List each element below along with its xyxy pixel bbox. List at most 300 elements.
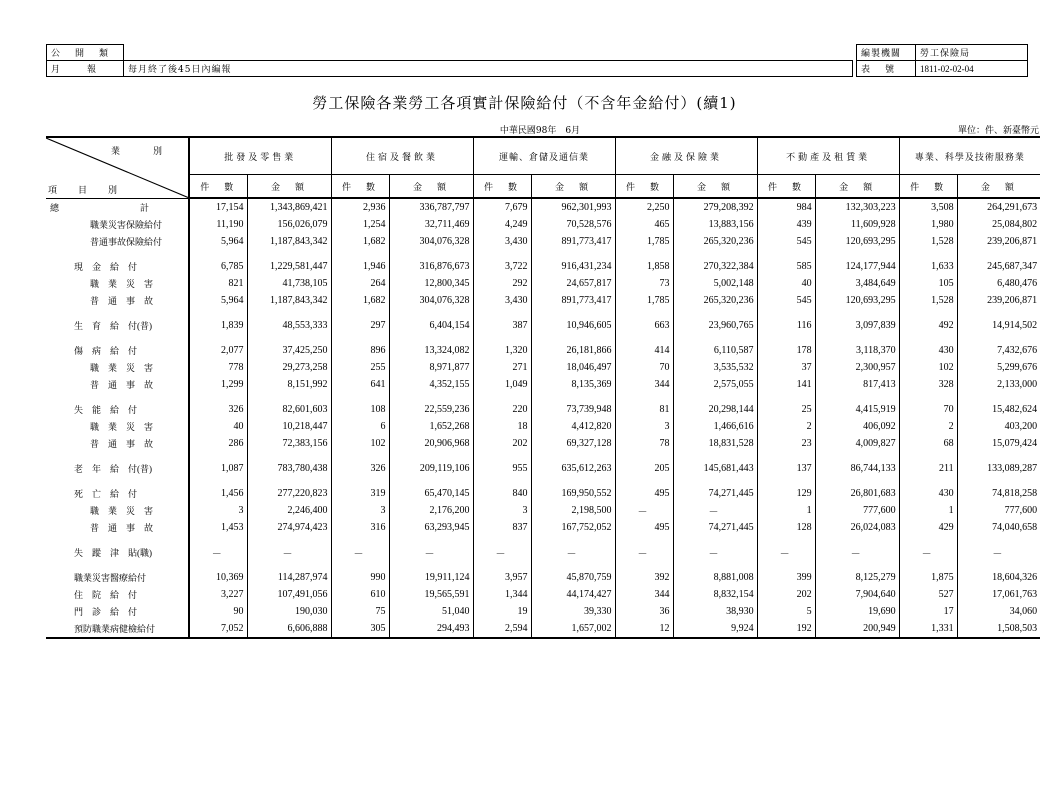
spacer-cell [757, 452, 815, 460]
industry-header: 運輸、倉儲及通信業 [473, 137, 615, 175]
row-label: 職業災害保險給付 [46, 216, 189, 233]
spacer-cell [615, 250, 673, 258]
amount-cell: 15,482,624 [957, 401, 1040, 418]
amount-cell: 8,151,992 [247, 376, 331, 393]
amount-cell: 209,119,106 [389, 460, 473, 477]
count-cell: 7,679 [473, 198, 531, 216]
amount-cell: 23,960,765 [673, 317, 757, 334]
count-cell: 1,980 [899, 216, 957, 233]
table-row [46, 401, 1040, 418]
amount-cell: 70,528,576 [531, 216, 615, 233]
spacer-cell [957, 452, 1040, 460]
amount-cell: 19,911,124 [389, 569, 473, 586]
count-cell: 271 [473, 359, 531, 376]
count-cell: 255 [331, 359, 389, 376]
amount-cell: 190,030 [247, 603, 331, 620]
count-cell: 3 [331, 502, 389, 519]
table-row [46, 258, 1040, 275]
spacer-cell [189, 477, 247, 485]
count-cell: － [757, 544, 815, 561]
spacer-cell [757, 536, 815, 544]
amount-cell: 891,773,417 [531, 233, 615, 250]
amount-cell: 336,787,797 [389, 198, 473, 216]
count-cell: 326 [331, 460, 389, 477]
spacer-cell [957, 393, 1040, 401]
amount-cell: 783,780,438 [247, 460, 331, 477]
amount-cell: 7,432,676 [957, 342, 1040, 359]
count-cell: 430 [899, 342, 957, 359]
spacer-cell [189, 334, 247, 342]
spacer-cell [189, 309, 247, 317]
amount-cell: 156,026,079 [247, 216, 331, 233]
count-cell: 319 [331, 485, 389, 502]
spacer-cell [615, 309, 673, 317]
count-cell: 292 [473, 275, 531, 292]
header-left-box [46, 44, 853, 77]
amount-cell: 777,600 [957, 502, 1040, 519]
spacer-cell [899, 452, 957, 460]
amount-cell: 239,206,871 [957, 292, 1040, 309]
count-cell: 205 [615, 460, 673, 477]
amount-cell: 279,208,392 [673, 198, 757, 216]
count-header: 件 數 [189, 175, 247, 199]
count-cell: 70 [899, 401, 957, 418]
unit-note: 單位：件、新臺幣元 [957, 126, 1039, 136]
row-label: 職 業 災 害 [46, 359, 189, 376]
row-label: 現 金 給 付 [46, 258, 189, 275]
spacer-cell [615, 477, 673, 485]
amount-cell: 200,949 [815, 620, 899, 638]
count-header: 件 數 [757, 175, 815, 199]
count-cell: 495 [615, 485, 673, 502]
table-row [46, 519, 1040, 536]
spacer-cell [757, 250, 815, 258]
row-label: 職 業 災 害 [46, 502, 189, 519]
amount-cell: 274,974,423 [247, 519, 331, 536]
form-number-label: 表 號 [857, 61, 916, 77]
amount-cell: 403,200 [957, 418, 1040, 435]
amount-cell: 26,181,866 [531, 342, 615, 359]
table-row [46, 233, 1040, 250]
amount-header: 金 額 [815, 175, 899, 199]
count-cell: 1,331 [899, 620, 957, 638]
amount-cell: 13,324,082 [389, 342, 473, 359]
count-cell: 211 [899, 460, 957, 477]
spacer-cell [531, 334, 615, 342]
spacer-cell [331, 334, 389, 342]
count-cell: － [473, 544, 531, 561]
count-cell: 984 [757, 198, 815, 216]
row-label: 生 育 給 付(普) [46, 317, 189, 334]
spacer-cell [757, 561, 815, 569]
spacer-cell [757, 393, 815, 401]
amount-cell: 245,687,347 [957, 258, 1040, 275]
count-cell: 399 [757, 569, 815, 586]
row-label: 職 業 災 害 [46, 275, 189, 292]
count-cell: 1,785 [615, 233, 673, 250]
amount-cell: 817,413 [815, 376, 899, 393]
spacer-cell [46, 393, 189, 401]
spacer-cell [389, 561, 473, 569]
agency-label: 編製機關 [857, 45, 916, 61]
amount-cell: 1,508,503 [957, 620, 1040, 638]
count-cell: 192 [757, 620, 815, 638]
amount-header: 金 額 [531, 175, 615, 199]
amount-cell: 45,870,759 [531, 569, 615, 586]
amount-cell: 13,883,156 [673, 216, 757, 233]
row-label: 普 通 事 故 [46, 519, 189, 536]
amount-cell: 41,738,105 [247, 275, 331, 292]
count-cell: － [615, 544, 673, 561]
amount-cell: 270,322,384 [673, 258, 757, 275]
amount-cell: 19,690 [815, 603, 899, 620]
spacer-cell [899, 477, 957, 485]
table-row [46, 292, 1040, 309]
spacer-row [46, 309, 1040, 317]
spacer-cell [389, 334, 473, 342]
spacer-cell [899, 561, 957, 569]
spacer-cell [389, 452, 473, 460]
frequency-label: 月 報 [47, 61, 124, 77]
row-label: 失 能 給 付 [46, 401, 189, 418]
amount-cell: 11,609,928 [815, 216, 899, 233]
spacer-cell [473, 561, 531, 569]
count-cell: 5 [757, 603, 815, 620]
amount-cell: 6,606,888 [247, 620, 331, 638]
spacer-cell [247, 334, 331, 342]
spacer-cell [957, 477, 1040, 485]
amount-cell: 18,831,528 [673, 435, 757, 452]
amount-cell: 2,176,200 [389, 502, 473, 519]
amount-cell: 74,271,445 [673, 519, 757, 536]
spacer-cell [46, 334, 189, 342]
amount-cell: 4,009,827 [815, 435, 899, 452]
count-cell: 2,077 [189, 342, 247, 359]
corner-industry-label: 業 別 [110, 146, 174, 156]
amount-cell: 38,930 [673, 603, 757, 620]
spacer-cell [615, 393, 673, 401]
amount-cell: 316,876,673 [389, 258, 473, 275]
table-row [46, 569, 1040, 586]
amount-cell: 86,744,133 [815, 460, 899, 477]
count-cell: 1,456 [189, 485, 247, 502]
count-cell: 545 [757, 292, 815, 309]
count-cell: 641 [331, 376, 389, 393]
count-cell: 81 [615, 401, 673, 418]
count-cell: 3,430 [473, 292, 531, 309]
amount-cell: － [673, 544, 757, 561]
amount-cell: 891,773,417 [531, 292, 615, 309]
header-right-box [856, 44, 1028, 77]
count-cell: 1,087 [189, 460, 247, 477]
count-cell: 25 [757, 401, 815, 418]
amount-cell: 304,076,328 [389, 233, 473, 250]
spacer-cell [899, 334, 957, 342]
spacer-cell [531, 477, 615, 485]
count-cell: 202 [473, 435, 531, 452]
amount-cell: 5,299,676 [957, 359, 1040, 376]
count-cell: 545 [757, 233, 815, 250]
spacer-cell [331, 393, 389, 401]
spacer-row [46, 452, 1040, 460]
spacer-cell [331, 250, 389, 258]
amount-cell: 1,187,843,342 [247, 233, 331, 250]
count-cell: 68 [899, 435, 957, 452]
spacer-cell [473, 309, 531, 317]
row-label: 門 診 給 付 [46, 603, 189, 620]
spacer-cell [815, 452, 899, 460]
spacer-cell [247, 250, 331, 258]
spacer-cell [189, 250, 247, 258]
amount-cell: 82,601,603 [247, 401, 331, 418]
spacer-cell [331, 452, 389, 460]
count-cell: 1,785 [615, 292, 673, 309]
spacer-cell [46, 561, 189, 569]
spacer-cell [673, 536, 757, 544]
amount-cell: 8,125,279 [815, 569, 899, 586]
count-header: 件 數 [331, 175, 389, 199]
amount-cell: 6,110,587 [673, 342, 757, 359]
spacer-cell [531, 536, 615, 544]
amount-cell: 239,206,871 [957, 233, 1040, 250]
industry-header: 住宿及餐飲業 [331, 137, 473, 175]
amount-cell: 65,470,145 [389, 485, 473, 502]
amount-cell: 37,425,250 [247, 342, 331, 359]
industry-header: 批發及零售業 [189, 137, 331, 175]
count-cell: 414 [615, 342, 673, 359]
amount-header: 金 額 [957, 175, 1040, 199]
count-cell: 2,250 [615, 198, 673, 216]
spacer-cell [473, 452, 531, 460]
count-cell: 3 [189, 502, 247, 519]
spacer-cell [531, 309, 615, 317]
amount-cell: 2,133,000 [957, 376, 1040, 393]
amount-cell: 69,327,128 [531, 435, 615, 452]
spacer-row [46, 334, 1040, 342]
amount-cell: 72,383,156 [247, 435, 331, 452]
count-cell: 1,528 [899, 233, 957, 250]
amount-cell: 114,287,974 [247, 569, 331, 586]
spacer-cell [815, 393, 899, 401]
amount-cell: 4,415,919 [815, 401, 899, 418]
count-cell: 70 [615, 359, 673, 376]
spacer-cell [757, 477, 815, 485]
spacer-cell [815, 334, 899, 342]
count-cell: 527 [899, 586, 957, 603]
amount-cell: － [957, 544, 1040, 561]
row-label: 總 計 [46, 198, 189, 216]
table-row [46, 376, 1040, 393]
amount-cell: 2,300,957 [815, 359, 899, 376]
amount-cell: 169,950,552 [531, 485, 615, 502]
amount-cell: 74,271,445 [673, 485, 757, 502]
spacer-cell [247, 561, 331, 569]
spacer-cell [757, 334, 815, 342]
count-cell: 1,049 [473, 376, 531, 393]
count-cell: 128 [757, 519, 815, 536]
count-cell: 1,682 [331, 233, 389, 250]
spacer-cell [189, 561, 247, 569]
spacer-cell [389, 250, 473, 258]
count-cell: 465 [615, 216, 673, 233]
spacer-cell [899, 536, 957, 544]
spacer-cell [189, 536, 247, 544]
count-cell: 3,722 [473, 258, 531, 275]
amount-cell: 120,693,295 [815, 233, 899, 250]
spacer-cell [957, 250, 1040, 258]
count-cell: 821 [189, 275, 247, 292]
count-cell: 344 [615, 586, 673, 603]
industry-header: 專業、科學及技術服務業 [899, 137, 1040, 175]
count-cell: 286 [189, 435, 247, 452]
spacer-cell [673, 393, 757, 401]
row-label: 死 亡 給 付 [46, 485, 189, 502]
count-cell: 328 [899, 376, 957, 393]
amount-cell: 8,881,008 [673, 569, 757, 586]
row-label: 普 通 事 故 [46, 376, 189, 393]
count-cell: 137 [757, 460, 815, 477]
count-cell: 610 [331, 586, 389, 603]
count-cell: 1,682 [331, 292, 389, 309]
amount-cell: 635,612,263 [531, 460, 615, 477]
amount-cell: 17,061,763 [957, 586, 1040, 603]
spacer-row [46, 561, 1040, 569]
report-date: 中華民國98年 6月 [499, 126, 581, 136]
count-cell: － [189, 544, 247, 561]
row-label: 失 蹤 津 貼(職) [46, 544, 189, 561]
count-cell: 17 [899, 603, 957, 620]
count-cell: 1,254 [331, 216, 389, 233]
amount-cell: 1,652,268 [389, 418, 473, 435]
amount-cell: 4,352,155 [389, 376, 473, 393]
compile-note: 每月終了後45日內編報 [124, 61, 853, 77]
amount-cell: 25,084,802 [957, 216, 1040, 233]
amount-cell: 10,946,605 [531, 317, 615, 334]
count-cell: 102 [331, 435, 389, 452]
row-label: 老 年 給 付(普) [46, 460, 189, 477]
amount-cell: 777,600 [815, 502, 899, 519]
count-cell: 264 [331, 275, 389, 292]
spacer-cell [331, 477, 389, 485]
amount-cell: 167,752,052 [531, 519, 615, 536]
spacer-cell [46, 477, 189, 485]
amount-cell: 39,330 [531, 603, 615, 620]
count-cell: 344 [615, 376, 673, 393]
amount-cell: － [389, 544, 473, 561]
amount-cell: 264,291,673 [957, 198, 1040, 216]
industry-header: 金融及保險業 [615, 137, 757, 175]
count-cell: － [615, 502, 673, 519]
count-cell: 439 [757, 216, 815, 233]
count-cell: 429 [899, 519, 957, 536]
count-cell: 1,858 [615, 258, 673, 275]
amount-cell: 265,320,236 [673, 292, 757, 309]
count-cell: 430 [899, 485, 957, 502]
spacer-cell [615, 334, 673, 342]
spacer-cell [757, 309, 815, 317]
spacer-cell [615, 452, 673, 460]
amount-cell: 1,343,869,421 [247, 198, 331, 216]
count-cell: 40 [757, 275, 815, 292]
spacer-cell [899, 250, 957, 258]
amount-cell: 2,575,055 [673, 376, 757, 393]
spacer-cell [673, 334, 757, 342]
amount-cell: 6,404,154 [389, 317, 473, 334]
amount-cell: 2,246,400 [247, 502, 331, 519]
amount-cell: 26,024,083 [815, 519, 899, 536]
count-cell: 778 [189, 359, 247, 376]
count-cell: 17,154 [189, 198, 247, 216]
count-cell: 37 [757, 359, 815, 376]
industry-header: 不動產及租賃業 [757, 137, 899, 175]
table-row [46, 502, 1040, 519]
amount-cell: 277,220,823 [247, 485, 331, 502]
spacer-cell [815, 309, 899, 317]
spacer-cell [46, 536, 189, 544]
spacer-cell [247, 477, 331, 485]
count-header: 件 數 [473, 175, 531, 199]
spacer-cell [899, 309, 957, 317]
spacer-cell [247, 452, 331, 460]
count-cell: 896 [331, 342, 389, 359]
count-cell: 141 [757, 376, 815, 393]
amount-cell: 18,046,497 [531, 359, 615, 376]
count-cell: 1 [899, 502, 957, 519]
count-cell: 116 [757, 317, 815, 334]
amount-cell: 5,002,148 [673, 275, 757, 292]
amount-cell: 18,604,326 [957, 569, 1040, 586]
amount-cell: 19,565,591 [389, 586, 473, 603]
count-cell: 2 [899, 418, 957, 435]
count-cell: 990 [331, 569, 389, 586]
count-cell: 36 [615, 603, 673, 620]
table-row [46, 317, 1040, 334]
spacer-cell [531, 452, 615, 460]
table-row [46, 485, 1040, 502]
row-label: 職業災害醫療給付 [46, 569, 189, 586]
spacer-cell [673, 561, 757, 569]
spacer-cell [531, 561, 615, 569]
count-cell: 3,957 [473, 569, 531, 586]
count-cell: 10,369 [189, 569, 247, 586]
spacer-cell [331, 309, 389, 317]
count-cell: 663 [615, 317, 673, 334]
amount-cell: 32,711,469 [389, 216, 473, 233]
amount-cell: 20,298,144 [673, 401, 757, 418]
row-label: 住 院 給 付 [46, 586, 189, 603]
count-cell: 297 [331, 317, 389, 334]
spacer-cell [673, 477, 757, 485]
count-cell: 202 [757, 586, 815, 603]
count-cell: 1,299 [189, 376, 247, 393]
amount-cell: 15,079,424 [957, 435, 1040, 452]
amount-cell: 120,693,295 [815, 292, 899, 309]
count-cell: 40 [189, 418, 247, 435]
spacer-cell [46, 309, 189, 317]
count-header: 件 數 [615, 175, 673, 199]
amount-cell: 12,800,345 [389, 275, 473, 292]
spacer-cell [247, 309, 331, 317]
spacer-cell [531, 393, 615, 401]
spacer-cell [957, 334, 1040, 342]
table-corner [46, 137, 189, 198]
spacer-cell [189, 393, 247, 401]
spacer-cell [615, 561, 673, 569]
amount-cell: 8,135,369 [531, 376, 615, 393]
amount-cell: 74,818,258 [957, 485, 1040, 502]
table-row [46, 620, 1040, 638]
count-cell: 1,633 [899, 258, 957, 275]
